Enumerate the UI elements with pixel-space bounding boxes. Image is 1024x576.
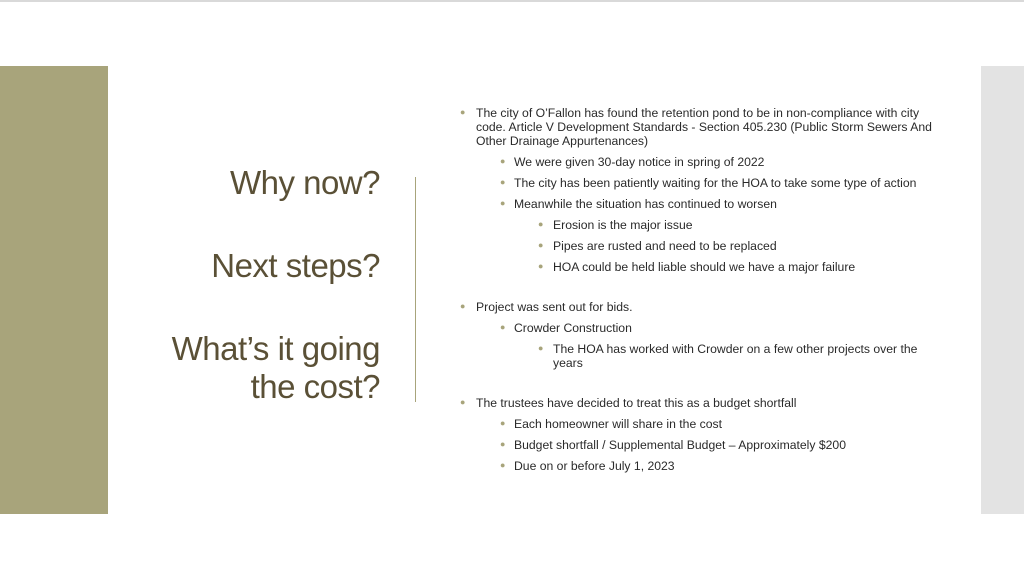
left-accent-band: [0, 66, 108, 514]
bullet-item: ● Budget shortfall / Supplemental Budget – Approximately $200: [500, 438, 846, 452]
bullet-dot-icon: ●: [500, 177, 506, 187]
bullet-item: ● The HOA has worked with Crowder on a few other projects over the years: [538, 342, 918, 370]
bullet-dot-icon: ●: [500, 156, 506, 166]
bullet-dot-icon: ●: [460, 301, 466, 311]
bullet-dot-icon: ●: [460, 107, 466, 117]
bullet-item: ● Due on or before July 1, 2023: [500, 459, 675, 473]
bullet-dot-icon: ●: [538, 219, 544, 229]
bullet-item: ● Project was sent out for bids.: [460, 300, 633, 314]
vertical-divider: [415, 177, 416, 402]
top-border: [0, 0, 1024, 2]
bullet-dot-icon: ●: [500, 460, 506, 470]
title-cost: What’s it going the cost?: [171, 330, 380, 405]
title-next-steps: Next steps?: [211, 247, 380, 284]
bullet-item: ● Pipes are rusted and need to be replaced: [538, 239, 777, 253]
bullet-item: ● The city has been patiently waiting for the HOA to take some type of action: [500, 176, 917, 190]
bullet-item: ● HOA could be held liable should we have a major failure: [538, 260, 856, 274]
slide-titles: [120, 164, 380, 406]
bullet-dot-icon: ●: [538, 343, 544, 353]
title-why-now: Why now?: [229, 164, 380, 201]
bullet-item: ● We were given 30-day notice in spring of 2022: [500, 155, 765, 169]
bullet-item: ● The city of O’Fallon has found the retention pond to be in non-compliance with city code. Article V Development Standards - Section 405.230 (Public Storm Sewers And Other Drainage Appurtenances): [460, 106, 932, 148]
bullet-dot-icon: ●: [500, 439, 506, 449]
bullet-dot-icon: ●: [538, 261, 544, 271]
bullet-dot-icon: ●: [500, 198, 506, 208]
bullet-list: [460, 106, 940, 473]
bullet-dot-icon: ●: [500, 418, 506, 428]
bullet-item: ● Erosion is the major issue: [538, 218, 693, 232]
bullet-item: ● Each homeowner will share in the cost: [500, 417, 722, 431]
bullet-dot-icon: ●: [538, 240, 544, 250]
bullet-item: ● Crowder Construction: [500, 321, 632, 335]
bullet-dot-icon: ●: [460, 397, 466, 407]
bullet-dot-icon: ●: [500, 322, 506, 332]
bullet-item: ● The trustees have decided to treat this as a budget shortfall: [460, 396, 797, 410]
right-gray-band: [981, 66, 1024, 514]
bullet-item: ● Meanwhile the situation has continued to worsen: [500, 197, 777, 211]
slide: [0, 66, 1024, 514]
